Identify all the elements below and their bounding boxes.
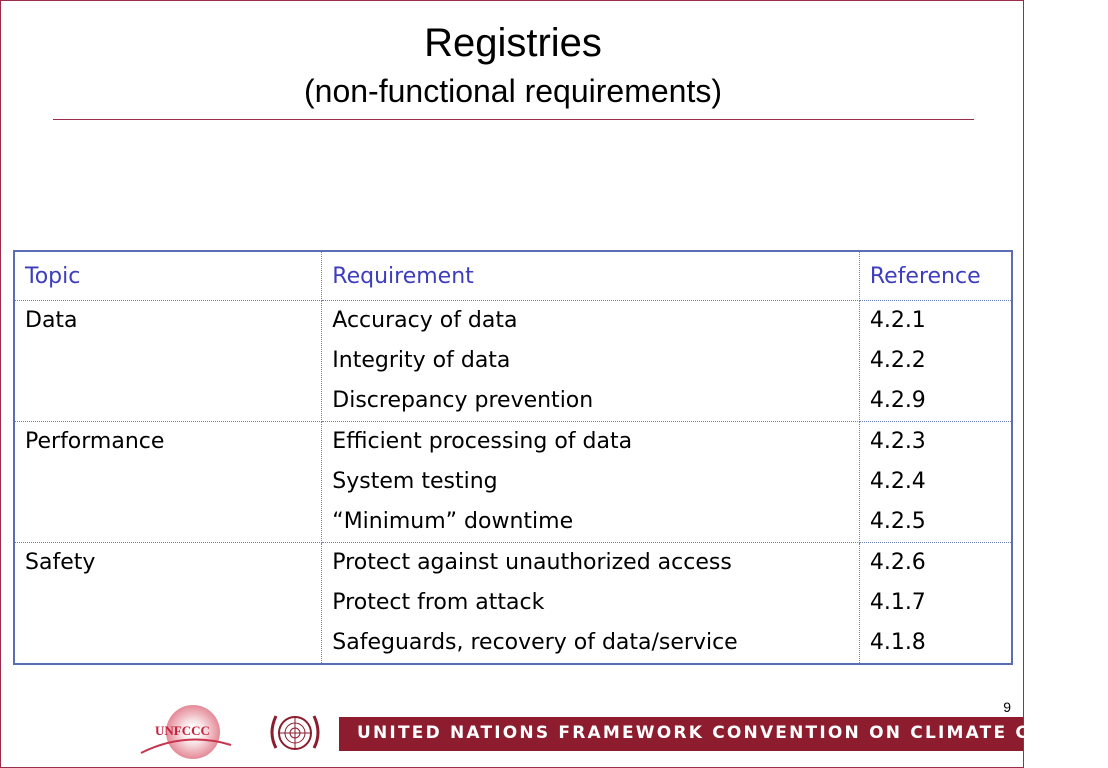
table-row bbox=[14, 301, 1012, 422]
reference-cell bbox=[859, 422, 1012, 543]
reference-item: 4.2.3 bbox=[869, 429, 926, 454]
header-reference: Reference bbox=[859, 251, 1012, 301]
topic-label: Performance bbox=[25, 429, 165, 454]
topic-label: Data bbox=[25, 308, 78, 333]
requirement-cell bbox=[322, 422, 860, 543]
slide-subtitle: (non-functional requirements) bbox=[304, 73, 722, 109]
requirement-item: Integrity of data bbox=[332, 348, 511, 373]
unfccc-logo-text: UNFCCC bbox=[155, 723, 210, 738]
requirement-item: Protect from attack bbox=[332, 590, 545, 615]
title-divider bbox=[53, 119, 974, 120]
requirement-cell bbox=[322, 301, 860, 422]
requirement-item: “Minimum” downtime bbox=[332, 509, 574, 534]
reference-item: 4.2.1 bbox=[869, 308, 926, 333]
requirement-item: System testing bbox=[332, 469, 498, 494]
reference-cell bbox=[859, 543, 1012, 665]
topic-label: Safety bbox=[25, 550, 96, 575]
requirement-item: Safeguards, recovery of data/service bbox=[332, 630, 738, 655]
reference-item: 4.1.8 bbox=[869, 630, 926, 655]
reference-item: 4.2.5 bbox=[869, 509, 926, 534]
reference-item: 4.2.2 bbox=[869, 348, 926, 373]
reference-item: 4.2.4 bbox=[869, 469, 926, 494]
reference-item: 4.2.6 bbox=[869, 550, 926, 575]
reference-cell bbox=[859, 301, 1012, 422]
header-requirement: Requirement bbox=[322, 251, 860, 301]
topic-cell bbox=[14, 301, 322, 422]
unfccc-logo bbox=[135, 701, 235, 763]
footer-banner-text: UNITED NATIONS FRAMEWORK CONVENTION ON CLIMATE CHANGE bbox=[357, 723, 1108, 743]
requirement-item: Discrepancy prevention bbox=[332, 388, 594, 413]
table-row bbox=[14, 422, 1012, 543]
un-emblem-icon bbox=[264, 704, 326, 762]
reference-item: 4.1.7 bbox=[869, 590, 926, 615]
requirements-table bbox=[13, 250, 1013, 665]
slide-title: Registries bbox=[424, 21, 602, 65]
table-row bbox=[14, 543, 1012, 665]
topic-cell bbox=[14, 543, 322, 665]
reference-item: 4.2.9 bbox=[869, 388, 926, 413]
table-header-row bbox=[14, 251, 1012, 301]
topic-cell bbox=[14, 422, 322, 543]
requirement-item: Protect against unauthorized access bbox=[332, 550, 732, 575]
requirement-item: Accuracy of data bbox=[332, 308, 518, 333]
requirement-cell bbox=[322, 543, 860, 665]
header-topic: Topic bbox=[14, 251, 322, 301]
page-number: 9 bbox=[1003, 699, 1011, 715]
requirement-item: Efficient processing of data bbox=[332, 429, 633, 454]
